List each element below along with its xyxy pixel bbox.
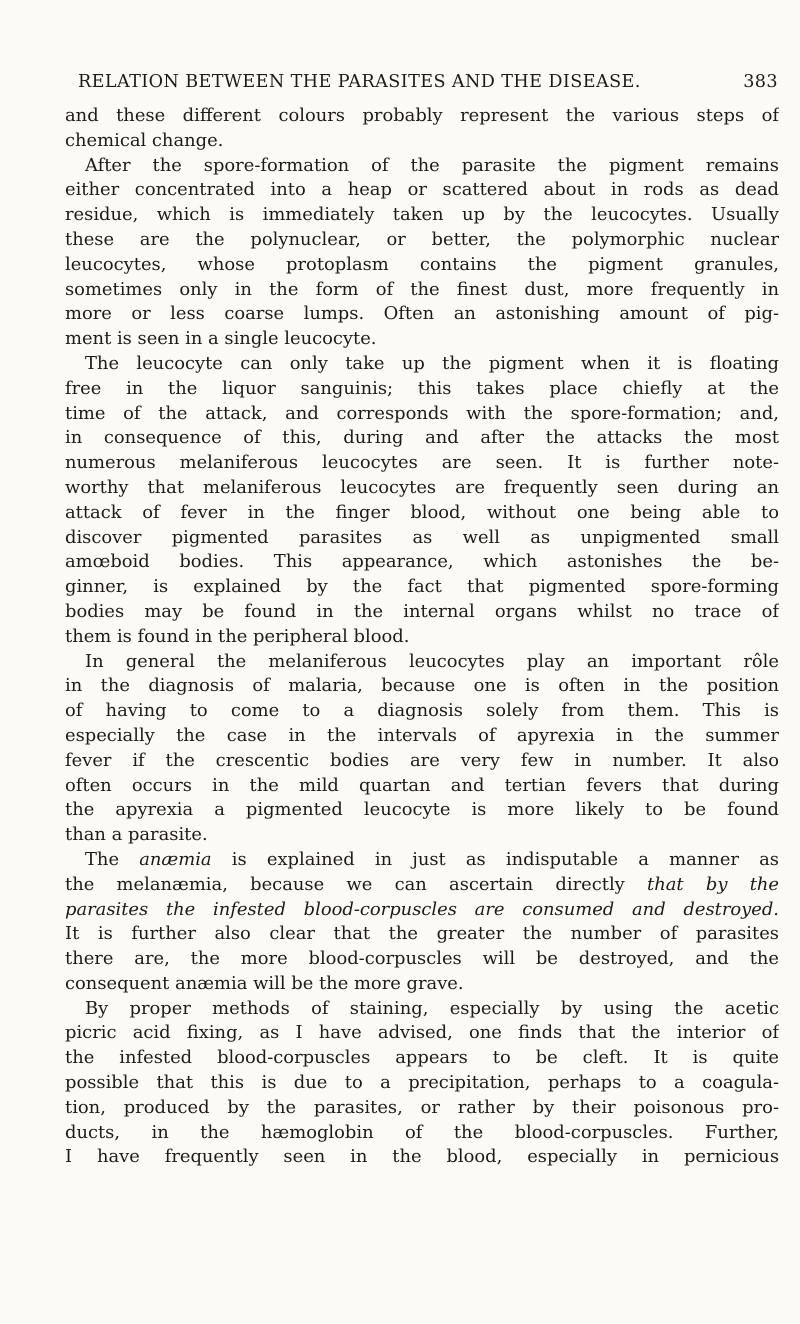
text-line [65,922,779,947]
text-line [65,972,779,997]
line-text: free in the liquor sanguinis; this takes place chiefly at the [65,377,779,399]
line-text: and these different colours probably represent the various steps of [65,105,779,126]
text-line [65,129,779,154]
text-line [65,1145,779,1170]
line-text: of having to come to a diagnosis solely from them. This is [65,700,779,722]
text-line [65,451,779,476]
text-line [65,1096,779,1121]
text-line [65,674,779,699]
line-text: chemical change. [65,129,224,151]
text-line [65,426,779,451]
text-line [65,203,779,228]
line-text: them is found in the peripheral blood. [65,625,410,647]
line-text: is explained in just as indisputable a manner as [211,848,779,870]
italic-text: that by the [647,873,779,895]
text-line [65,600,779,625]
line-text: It is further also clear that the greater the number of parasites [65,923,779,945]
text-line [65,625,779,650]
line-text: tion, produced by the parasites, or rather by their poisonous pro- [65,1096,779,1118]
italic-text: parasites the infested blood-corpuscles are consumed and destroyed. [65,898,779,920]
text-line [65,526,779,551]
text-line [65,402,779,427]
line-text: After the spore-formation of the parasite the pigment remains [85,154,779,176]
line-text: The [85,848,140,870]
text-line [65,898,779,923]
text-line [65,352,779,377]
line-text: the melanæmia, because we can ascertain directly [65,873,648,895]
text-line [65,1071,779,1096]
line-text: numerous melaniferous leucocytes are seen. It is further note- [65,452,779,474]
text-line [65,550,779,575]
line-text: in consequence of this, during and after the attacks the most [65,427,779,449]
line-text: especially the case in the intervals of apyrexia in the summer [65,724,779,746]
line-text: the infested blood-corpuscles appears to be cleft. It is quite [65,1047,779,1069]
line-text: in the diagnosis of malaria, because one is often in the position [65,675,779,697]
line-text: time of the attack, and corresponds with the spore-formation; and, [65,402,779,424]
text-line [65,302,779,327]
line-text: fever if the crescentic bodies are very few in number. It also [65,749,779,771]
text-line [65,699,779,724]
line-text: worthy that melaniferous leucocytes are frequently seen during an [65,476,779,498]
running-title: RELATION BETWEEN THE PARASITES AND THE DISEASE. [78,72,641,92]
line-text: residue, which is immediately taken up by the leucocytes. Usually [65,204,779,226]
text-line [65,228,779,253]
line-text: I have frequently seen in the blood, especially in pernicious [65,1146,779,1168]
text-line [65,774,779,799]
italic-text: anæmia [139,848,212,870]
line-text: possible that this is due to a precipitation, perhaps to a coagula- [65,1072,779,1094]
line-text: often occurs in the mild quartan and tertian fevers that during [65,774,779,796]
line-text: more or less coarse lumps. Often an astonishing amount of pig- [65,303,779,325]
text-line [65,1021,779,1046]
line-text: either concentrated into a heap or scattered about in rods as dead [65,179,779,201]
text-line [65,823,779,848]
line-text: amœboid bodies. This appearance, which astonishes the be- [65,551,779,573]
text-line [65,1046,779,1071]
text-line [65,476,779,501]
text-line [65,575,779,600]
text-line [65,154,779,179]
text-line [65,873,779,898]
line-text: attack of fever in the finger blood, without one being able to [65,501,779,523]
line-text: ginner, is explained by the fact that pigmented spore-forming [65,576,779,598]
page-number: 383 [743,72,778,92]
text-line [65,501,779,526]
text-line [65,104,779,129]
line-text: The leucocyte can only take up the pigment when it is floating [85,352,779,374]
text-line [65,724,779,749]
line-text: sometimes only in the form of the finest dust, more frequently in [65,278,779,300]
line-text: consequent anæmia will be the more grave. [65,972,464,994]
line-text: the apyrexia a pigmented leucocyte is more likely to be found [65,799,779,821]
line-text: leucocytes, whose protoplasm contains the pigment granules, [65,253,779,275]
text-line [65,178,779,203]
text-line [65,327,779,352]
text-line [65,947,779,972]
line-text: ment is seen in a single leucocyte. [65,328,377,350]
text-line [65,798,779,823]
line-text: bodies may be found in the internal organs whilst no trace of [65,600,779,622]
text-line [65,278,779,303]
text-line [65,749,779,774]
line-text: In general the melaniferous leucocytes play an important rôle [85,650,779,672]
text-line [65,1121,779,1146]
line-text: discover pigmented parasites as well as unpigmented small [65,526,779,548]
line-text: than a parasite. [65,824,208,846]
line-text: there are, the more blood-corpuscles will be destroyed, and the [65,948,779,970]
text-line [65,253,779,278]
text-line [65,377,779,402]
text-line [65,997,779,1022]
text-line [65,848,779,873]
text-line [65,650,779,675]
line-text: By proper methods of staining, especially by using the acetic [85,997,779,1019]
line-text: picric acid fixing, as I have advised, one finds that the interior of [65,1022,779,1044]
line-text: these are the polynuclear, or better, the polymorphic nuclear [65,228,779,250]
line-text: ducts, in the hæmoglobin of the blood-corpuscles. Further, [65,1121,779,1143]
body-text [65,104,779,1170]
